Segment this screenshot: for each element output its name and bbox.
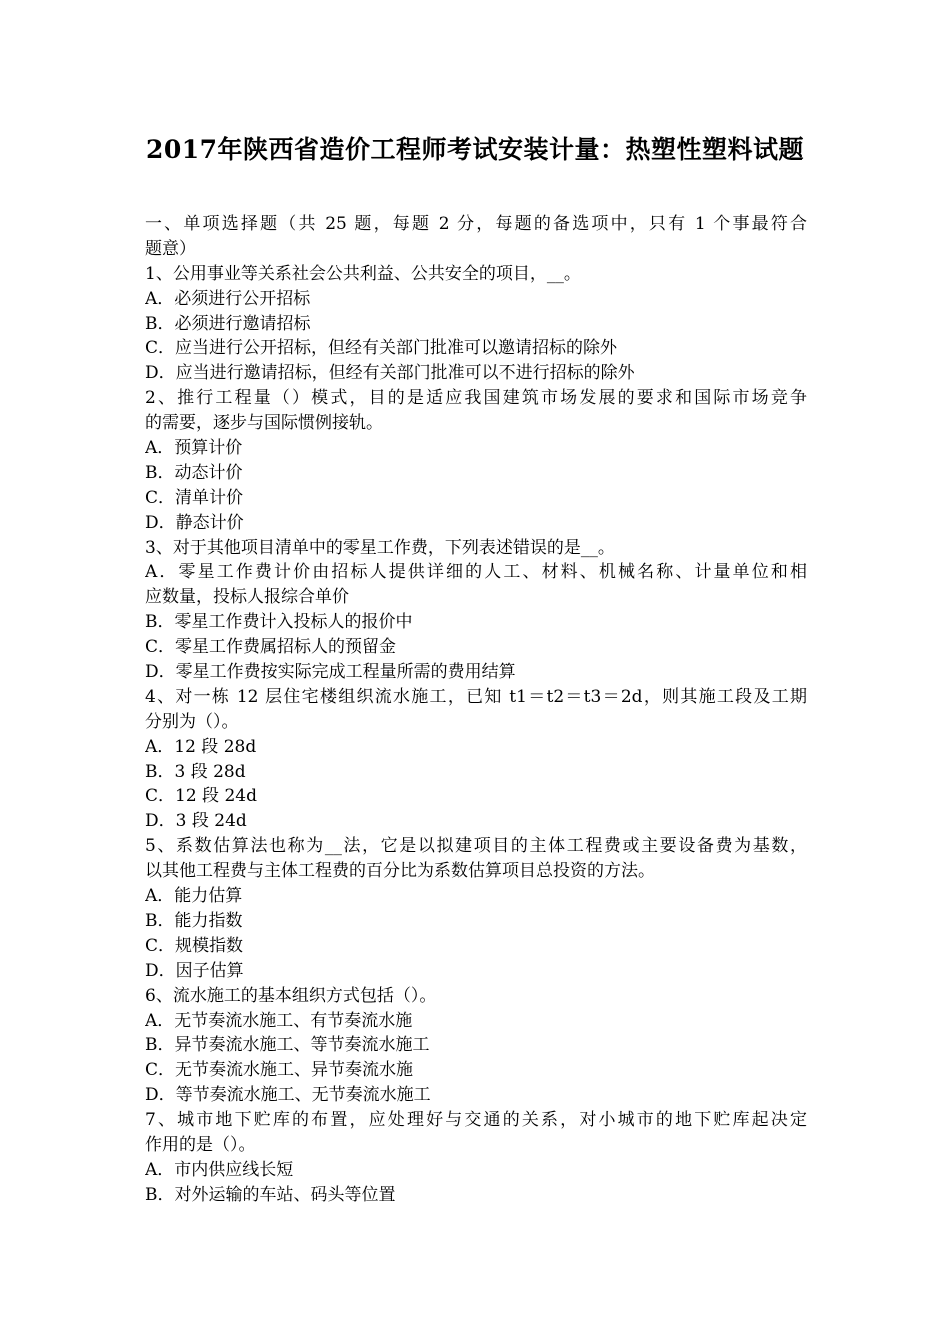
question-1-option-d: D．应当进行邀请招标，但经有关部门批准可以不进行招标的除外 [145, 363, 635, 384]
question-3-option-d: D．零星工作费按实际完成工程量所需的费用结算 [145, 662, 516, 683]
question-6-option-c: C．无节奏流水施工、异节奏流水施 [145, 1060, 414, 1081]
question-2-option-d: D．静态计价 [145, 512, 244, 533]
section-heading-line-1: 一、单项选择题（共 25 题，每题 2 分，每题的备选项中，只有 1 个事最符合 [145, 214, 807, 234]
question-1-option-a: A．必须进行公开招标 [145, 288, 311, 309]
question-7-line-1: 7、城市地下贮库的布置，应处理好与交通的关系，对小城市的地下贮库起决定 [145, 1110, 807, 1131]
question-1: 1、公用事业等关系社会公共利益、公共安全的项目，__。 [145, 263, 581, 284]
question-5-option-d: D．因子估算 [145, 960, 244, 981]
question-6: 6、流水施工的基本组织方式包括（）。 [145, 985, 437, 1006]
question-2-option-a: A．预算计价 [145, 438, 243, 459]
question-4-option-d: D．3 段 24d [145, 811, 247, 832]
question-4-line-2: 分别为（）。 [145, 711, 239, 732]
question-7-option-b: B．对外运输的车站、码头等位置 [145, 1184, 396, 1205]
question-3: 3、对于其他项目清单中的零星工作费，下列表述错误的是__。 [145, 537, 615, 558]
question-6-option-a: A．无节奏流水施工、有节奏流水施 [145, 1010, 413, 1031]
question-5-line-2: 以其他工程费与主体工程费的百分比为系数估算项目总投资的方法。 [145, 861, 655, 882]
question-7-line-2: 作用的是（）。 [145, 1134, 256, 1155]
question-3-option-a-line-2: 应数量，投标人报综合单价 [145, 587, 349, 608]
section-heading-line-2: 题意） [145, 238, 196, 259]
question-4-option-c: C．12 段 24d [145, 786, 257, 807]
question-3-option-c: C．零星工作费属招标人的预留金 [145, 637, 397, 658]
question-1-option-c: C．应当进行公开招标，但经有关部门批准可以邀请招标的除外 [145, 338, 618, 359]
document-title: 2017年陕西省造价工程师考试安装计量：热塑性塑料试题 [145, 135, 805, 164]
question-2-option-c: C．清单计价 [145, 487, 244, 508]
question-7-option-a: A．市内供应线长短 [145, 1159, 294, 1180]
question-3-option-b: B．零星工作费计入投标人的报价中 [145, 612, 413, 633]
document-body [145, 212, 807, 1208]
question-5-line-1: 5、系数估算法也称为__法，它是以拟建项目的主体工程费或主要设备费为基数， [145, 836, 807, 857]
question-4-line-1: 4、对一栋 12 层住宅楼组织流水施工，已知 t1＝t2＝t3＝2d，则其施工段及工期 [145, 686, 807, 707]
question-2-line-1: 2、推行工程量（）模式，目的是适应我国建筑市场发展的要求和国际市场竞争 [145, 388, 807, 409]
question-6-option-d: D．等节奏流水施工、无节奏流水施工 [145, 1085, 431, 1106]
question-6-option-b: B．异节奏流水施工、等节奏流水施工 [145, 1035, 430, 1056]
question-2-option-b: B．动态计价 [145, 462, 243, 483]
question-5-option-c: C．规模指数 [145, 935, 244, 956]
question-4-option-a: A．12 段 28d [145, 736, 257, 757]
question-5-option-a: A．能力估算 [145, 886, 243, 907]
question-5-option-b: B．能力指数 [145, 910, 243, 931]
question-2-line-2: 的需要，逐步与国际惯例接轨。 [145, 413, 383, 434]
question-3-option-a-line-1: A．零星工作费计价由招标人提供详细的人工、材料、机械名称、计量单位和相 [145, 562, 807, 583]
question-1-option-b: B．必须进行邀请招标 [145, 313, 311, 334]
question-4-option-b: B．3 段 28d [145, 761, 246, 782]
